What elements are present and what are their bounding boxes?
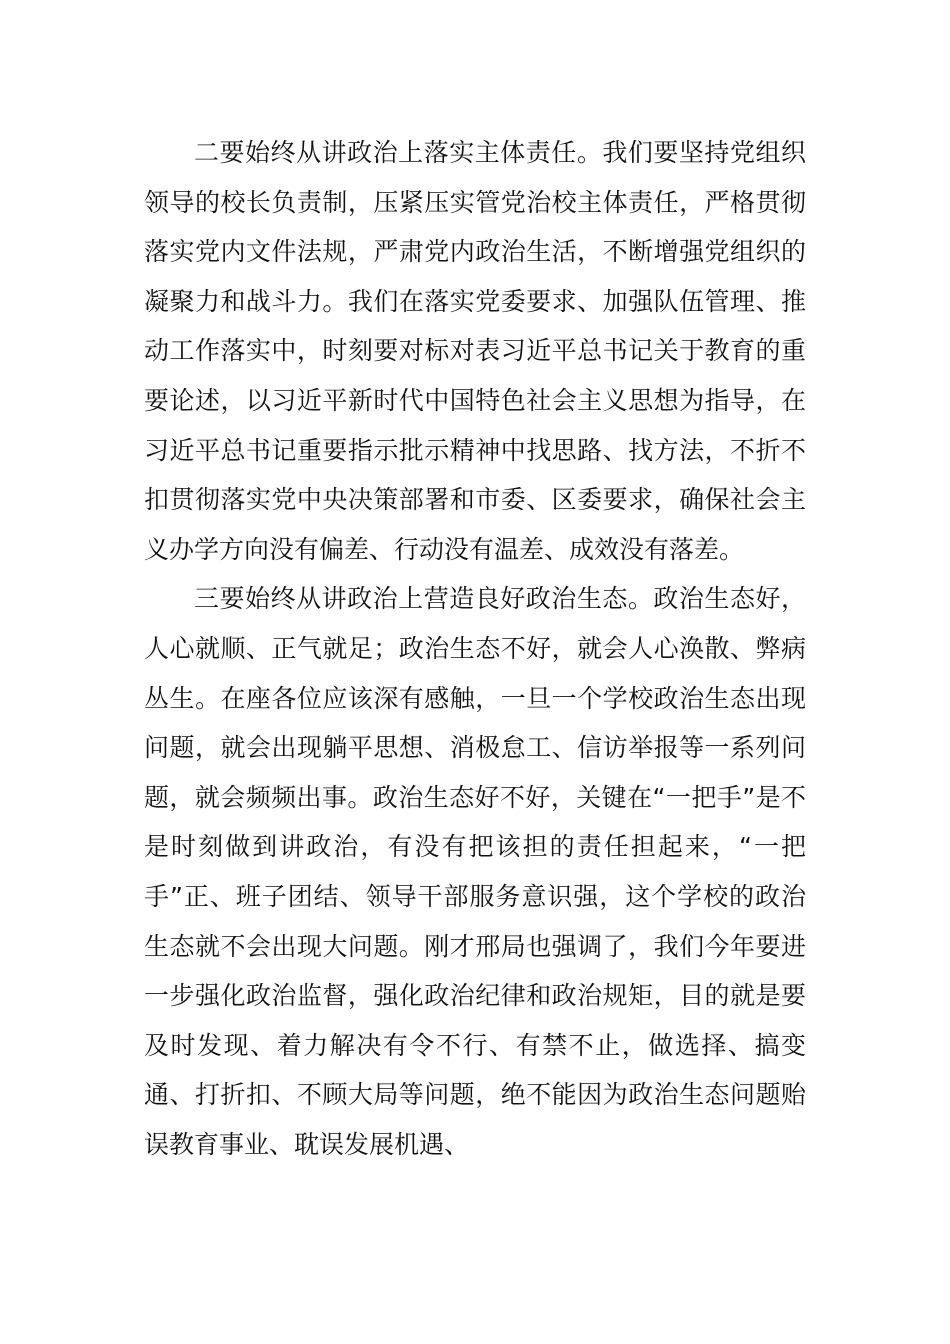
document-page bbox=[144, 128, 806, 1169]
paragraph-3: 三要始终从讲政治上营造良好政治生态。政治生态好，人心就顺、正气就足；政治生态不好，就会人心涣散、弊病丛生。在座各位应该深有感触，一旦一个学校政治生态出现问题，就会出现躺平思想、消极怠工、信访举报等一系列问题，就会频频出事。政治生态好不好，关键在“一把手”是不是时刻做到讲政治，有没有把该担的责任担起来，“一把手”正、班子团结、领导干部服务意识强，这个学校的政治生态就不会出现大问题。刚才邢局也强调了，我们今年要进一步强化政治监督，强化政治纪律和政治规矩，目的就是要及时发现、着力解决有令不行、有禁不止，做选择、搞变通、打折扣、不顾大局等问题，绝不能因为政治生态问题贻误教育事业、耽误发展机遇、 bbox=[144, 584, 806, 1159]
paragraph-2: 二要始终从讲政治上落实主体责任。我们要坚持党组织领导的校长负责制，压紧压实管党治校主体责任，严格贯彻落实党内文件法规，严肃党内政治生活，不断增强党组织的凝聚力和战斗力。我们在落实党委要求、加强队伍管理、推动工作落实中，时刻要对标对表习近平总书记关于教育的重要论述，以习近平新时代中国特色社会主义思想为指导，在习近平总书记重要指示批示精神中找思路、找方法，不折不扣贯彻落实党中央决策部署和市委、区委要求，确保社会主义办学方向没有偏差、行动没有温差、成效没有落差。 bbox=[144, 138, 806, 564]
